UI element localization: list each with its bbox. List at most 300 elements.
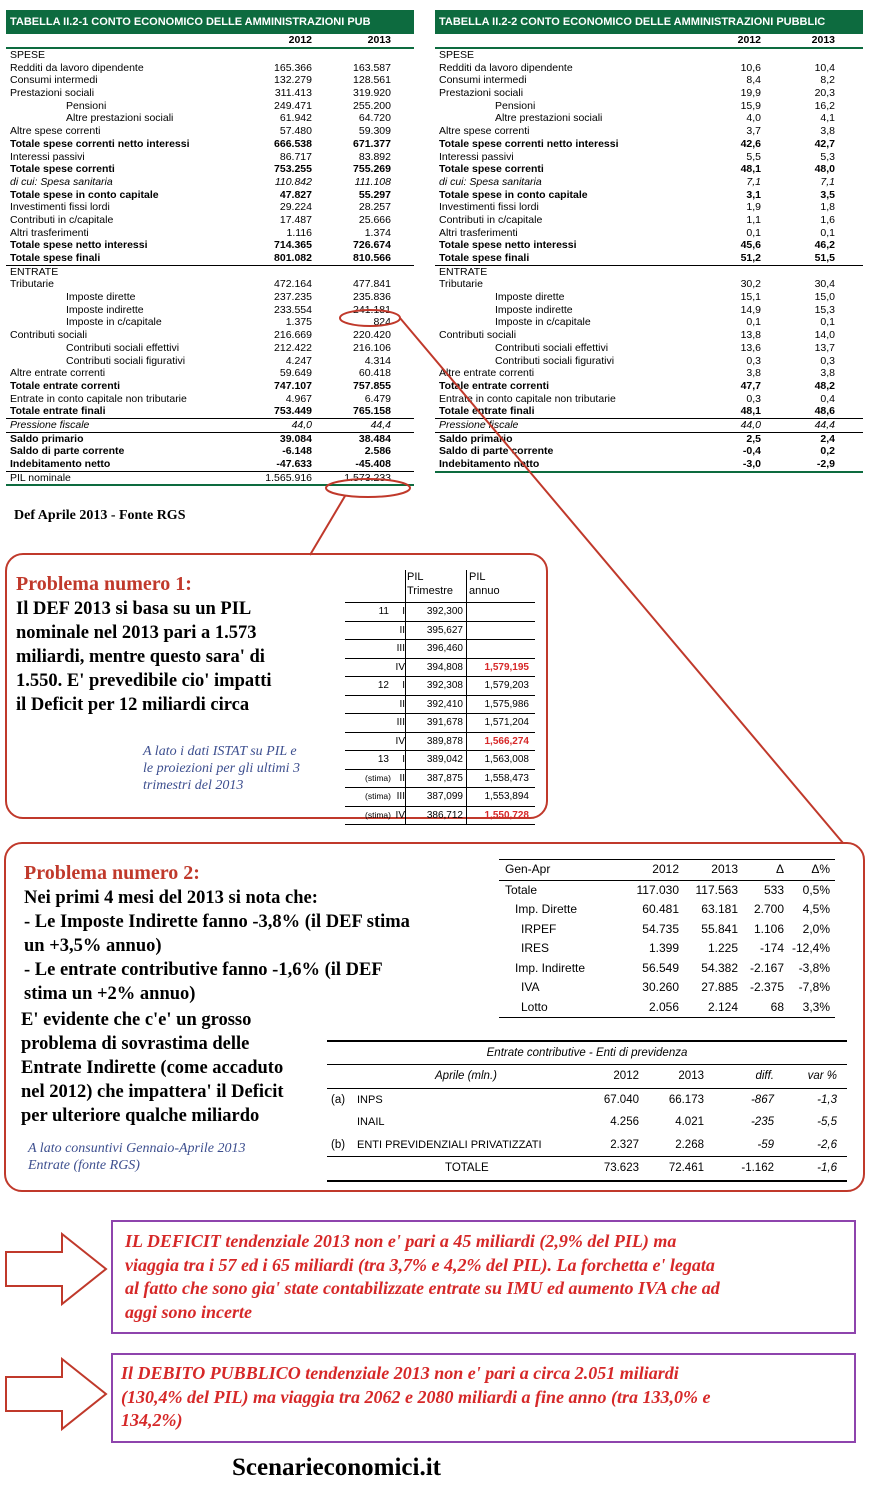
pil-quarter: IV — [395, 809, 405, 821]
pil-table-row — [345, 788, 535, 807]
pil-year-label: (stima) — [365, 772, 391, 783]
entrate-row-diff: -235 — [750, 1116, 774, 1128]
value-2013: 163.587 — [353, 61, 391, 74]
pil-table-row — [345, 751, 535, 770]
gen-apr-label: IRES — [521, 941, 550, 955]
pil-column-divider — [405, 640, 406, 658]
table2-year-2012: 2012 — [737, 34, 761, 46]
gen-apr-delta: 68 — [770, 999, 784, 1014]
value-2012: 1.565.916 — [265, 471, 312, 484]
value-2012: 801.082 — [274, 252, 312, 264]
pil-column-divider — [466, 751, 467, 769]
row-label: Investimenti fissi lordi — [439, 201, 539, 214]
pil-column-divider — [466, 603, 467, 621]
value-2013: -45.408 — [355, 458, 391, 470]
value-2013: 3,8 — [820, 125, 835, 138]
value-2012: 15,1 — [740, 291, 761, 304]
problem2-note-line: A lato consuntivi Gennaio-Aprile 2013 — [28, 1141, 246, 1156]
pil-column-divider — [466, 733, 467, 751]
gen-apr-row — [499, 998, 835, 1019]
row-label: Altre prestazioni sociali — [495, 112, 603, 125]
highlight-ellipse-pil-nominale — [326, 479, 410, 497]
gen-apr-row — [499, 881, 835, 901]
pil-column-divider — [405, 677, 406, 695]
pil-quarter: III — [396, 717, 405, 728]
problem2-text1 — [24, 886, 494, 1006]
value-2012: 44,0 — [291, 418, 312, 431]
row-label: Totale spese correnti netto interessi — [439, 137, 619, 150]
pil-column-divider — [466, 807, 467, 825]
value-2013: 10,4 — [814, 61, 835, 74]
value-2013: 765.158 — [353, 405, 391, 418]
row-label: Redditi da lavoro dipendente — [10, 61, 144, 74]
problem2-text-line: nel 2012) che impattera' il Deficit — [21, 1082, 284, 1102]
pil-year-label: 12 — [377, 680, 389, 691]
pil-annuo-value: 1,553,894 — [484, 791, 529, 802]
value-2012: 48,1 — [740, 405, 761, 418]
value-2012: 61.942 — [279, 112, 312, 125]
arrow-right-icon — [4, 1357, 109, 1432]
value-2013: 0,1 — [820, 316, 835, 329]
value-2012: 747.107 — [274, 379, 312, 392]
gen-apr-row — [499, 978, 835, 998]
pil-trimestre-value: 392,300 — [426, 606, 463, 617]
value-2012: 14,9 — [740, 303, 761, 316]
value-2012: 212.422 — [274, 341, 312, 354]
gen-apr-table — [499, 859, 835, 1018]
pil-annuo-value: 1,571,204 — [484, 717, 529, 728]
value-2013: -2,9 — [816, 458, 835, 470]
row-label: Entrate in conto capitale non tributarie — [439, 392, 616, 405]
value-2013: 810.566 — [353, 252, 391, 264]
row-label: Altre spese correnti — [439, 125, 530, 138]
value-2013: 44,4 — [814, 418, 835, 431]
value-2013: 128.561 — [353, 74, 391, 87]
pil-year-label: (stima) — [365, 791, 391, 801]
value-2012: 7,1 — [746, 175, 761, 188]
row-label: Contributi sociali effettivi — [66, 341, 180, 354]
gen-apr-delta-pct: 4,5% — [802, 902, 830, 916]
entrate-total-var: -1,6 — [817, 1162, 837, 1174]
value-2012: 3,7 — [746, 125, 761, 138]
pil-table-row — [345, 603, 535, 622]
row-label: Contributi sociali effettivi — [495, 341, 609, 354]
row-label: Contributi sociali — [439, 329, 517, 342]
entrate-row-label: INAIL — [357, 1116, 385, 1128]
gen-apr-2012: 2.056 — [648, 999, 679, 1014]
problem2-note-line: Entrate (fonte RGS) — [28, 1158, 140, 1173]
table1-year-2012: 2012 — [288, 34, 312, 46]
value-2012: 3,1 — [746, 188, 761, 201]
value-2013: 30,4 — [814, 278, 835, 291]
pil-column-divider — [405, 770, 406, 788]
pil-annuo-value: 1,563,008 — [484, 754, 529, 765]
pil-column-divider — [466, 696, 467, 714]
row-label: Investimenti fissi lordi — [10, 201, 110, 214]
debito-conclusion-line: (130,4% del PIL) ma viaggia tra 2062 e 2080 miliardi a fine anno (tra 133,0% e — [121, 1386, 711, 1407]
row-label: Interessi passivi — [10, 150, 85, 163]
row-label: Consumi intermedi — [439, 74, 527, 87]
value-2012: 1.116 — [286, 226, 312, 239]
gen-apr-2013: 54.382 — [701, 960, 738, 975]
pil-header-divider — [466, 570, 467, 602]
row-label: Saldo primario — [439, 432, 513, 445]
problem2-box — [4, 842, 865, 1192]
row-label: Contributi in c/capitale — [439, 213, 543, 226]
footer-site-name: Scenarieconomici.it — [232, 1454, 441, 1481]
value-2012: 5,5 — [746, 150, 761, 163]
gen-apr-delta-pct: -3,8% — [798, 960, 830, 975]
gen-apr-header — [499, 859, 835, 881]
value-2013: 111.108 — [354, 175, 391, 188]
pil-column-divider — [466, 659, 467, 677]
gen-apr-row — [499, 900, 835, 920]
value-2013: 1,8 — [820, 201, 835, 214]
gen-apr-label: Lotto — [521, 999, 548, 1014]
value-2012: 15,9 — [740, 99, 761, 112]
value-2013: 38.484 — [358, 432, 391, 445]
gen-apr-label: IVA — [521, 980, 540, 994]
entrate-row-2013: 4.021 — [675, 1116, 704, 1128]
pil-annuo-value: 1,566,274 — [484, 735, 529, 747]
value-2013: 6.479 — [364, 392, 391, 405]
row-label: Contributi sociali — [10, 329, 88, 342]
pil-column-divider — [405, 751, 406, 769]
gen-apr-2013: 63.181 — [701, 902, 738, 916]
gen-apr-rows — [499, 881, 835, 1019]
gen-apr-2013: 2.124 — [707, 999, 738, 1014]
value-2013: 726.674 — [353, 239, 391, 252]
entrate-rows — [327, 1089, 847, 1157]
pil-year-label: (stima) — [365, 809, 391, 820]
pil-trimestre-value: 389,878 — [426, 735, 463, 747]
pil-column-divider — [405, 603, 406, 621]
row-label: Imposte in c/capitale — [495, 316, 591, 329]
value-2013: 28.257 — [358, 201, 391, 214]
pil-header-trimestre: PIL — [407, 571, 424, 583]
gen-apr-delta-pct: -7,8% — [798, 980, 830, 994]
row-label: Tributarie — [439, 278, 483, 291]
deficit-conclusion-box — [111, 1220, 856, 1334]
row-label: SPESE — [439, 49, 475, 61]
pil-trimestre-value: 392,410 — [426, 698, 463, 710]
row-label: ENTRATE — [439, 265, 488, 278]
value-2012: 1,9 — [746, 201, 761, 214]
value-2013: 5,3 — [820, 150, 835, 163]
problem1-text-line: il Deficit per 12 miliardi circa — [16, 695, 250, 715]
gen-apr-delta-pct: -12,4% — [791, 941, 830, 955]
value-2012: 110.842 — [274, 175, 312, 188]
value-2013: 42,7 — [814, 137, 835, 150]
pil-annuo-value: 1,558,473 — [484, 772, 529, 784]
problem2-text-line: stima un +2% annuo) — [24, 984, 196, 1004]
value-2013: 1,6 — [820, 213, 835, 226]
entrate-header-diff: diff. — [755, 1070, 774, 1082]
problem1-note — [143, 743, 300, 794]
value-2012: 3,8 — [746, 367, 761, 380]
pil-trimestre-value: 387,099 — [426, 791, 463, 802]
value-2012: 57.480 — [279, 125, 312, 138]
gen-apr-row — [499, 920, 835, 940]
entrate-total-label: TOTALE — [445, 1162, 489, 1174]
pil-header-annuo-sub: annuo — [469, 585, 500, 597]
row-label: Imposte in c/capitale — [66, 316, 162, 329]
gen-apr-delta: 533 — [763, 882, 784, 897]
problem1-text-line: miliardi, mentre questo sara' di — [16, 647, 265, 667]
gen-apr-delta-pct: 2,0% — [802, 921, 830, 936]
row-label: Interessi passivi — [439, 150, 514, 163]
value-2012: 233.554 — [274, 303, 312, 316]
row-label: di cui: Spesa sanitaria — [439, 175, 542, 188]
table2-year-2013: 2013 — [811, 34, 835, 46]
gen-apr-2013: 1.225 — [707, 941, 738, 955]
value-2013: 51,5 — [814, 252, 835, 264]
problem1-note-line: A lato i dati ISTAT su PIL e — [143, 744, 297, 759]
row-label: Indebitamento netto — [10, 458, 111, 470]
pil-trimestre-value: 389,042 — [426, 754, 463, 765]
table1-title: TABELLA II.2-1 CONTO ECONOMICO DELLE AMMINISTRAZIONI PUB — [6, 10, 414, 34]
problem2-text-line: - Le Imposte Indirette fanno -3,8% (il DEF stima — [24, 912, 410, 932]
value-2013: 2,4 — [820, 432, 835, 445]
value-2013: 13,7 — [814, 341, 835, 354]
value-2013: 55.297 — [358, 188, 391, 201]
pil-column-divider — [466, 640, 467, 658]
entrate-row-tag: (a) — [331, 1093, 346, 1106]
pil-column-divider — [466, 788, 467, 806]
value-2012: 13,6 — [740, 341, 761, 354]
problem2-note — [28, 1140, 246, 1174]
value-2012: 753.255 — [274, 163, 312, 176]
value-2012: 714.365 — [274, 239, 312, 252]
gen-apr-header-2013: 2013 — [711, 862, 738, 876]
value-2013: 59.309 — [358, 125, 391, 138]
value-2012: 47.827 — [279, 188, 312, 201]
value-2012: 0,1 — [746, 316, 761, 329]
pil-quarter: I — [402, 754, 405, 765]
pil-column-divider — [466, 770, 467, 788]
value-2013: 757.855 — [353, 379, 391, 392]
entrate-row-2012: 67.040 — [603, 1093, 639, 1106]
value-2012: 13,8 — [740, 329, 761, 342]
row-label: ENTRATE — [10, 265, 59, 278]
value-2013: 1.573.233 — [344, 471, 391, 484]
value-2013: 319.920 — [353, 87, 391, 100]
value-2012: 1,1 — [746, 213, 761, 226]
debito-conclusion-text — [121, 1362, 710, 1433]
row-label: Pressione fiscale — [10, 418, 90, 431]
value-2013: 8,2 — [820, 74, 835, 87]
gen-apr-label: Imp. Dirette — [515, 902, 578, 916]
row-label: Altre prestazioni sociali — [66, 112, 174, 125]
problem1-text-line: nominale nel 2013 pari a 1.573 — [16, 623, 257, 643]
entrate-row-diff: -59 — [757, 1138, 774, 1151]
pil-quarter: IV — [395, 735, 405, 747]
row-label: Prestazioni sociali — [10, 87, 95, 100]
row-label: Imposte dirette — [66, 291, 136, 304]
row-label: Altri trasferimenti — [10, 226, 89, 239]
problem2-text-line: per ulteriore qualche miliardo — [21, 1106, 260, 1126]
pil-trimestre-value: 394,808 — [426, 661, 463, 673]
entrate-header-2013: 2013 — [678, 1070, 704, 1082]
row-label: PIL nominale — [10, 471, 71, 484]
value-2013: 4.314 — [364, 354, 391, 367]
row-label: Consumi intermedi — [10, 74, 98, 87]
pil-annuo-value: 1,575,986 — [484, 698, 529, 710]
gen-apr-2012: 54.735 — [642, 921, 679, 936]
value-2012: 39.084 — [279, 432, 312, 445]
pil-annuo-value: 1,579,203 — [484, 680, 529, 691]
gen-apr-header-delta: Δ — [775, 862, 784, 876]
pil-header-annuo: PIL — [469, 571, 486, 583]
entrate-row-var: -1,3 — [817, 1093, 837, 1106]
value-2013: 235.836 — [353, 291, 391, 304]
gen-apr-row — [499, 939, 835, 959]
row-label: Saldo primario — [10, 432, 84, 445]
gen-apr-delta: -2.167 — [749, 960, 784, 975]
pil-header-trimestre-sub: Trimestre — [407, 585, 454, 597]
problem1-text-line: Il DEF 2013 si basa su un PIL — [16, 599, 252, 619]
row-label: Pensioni — [495, 99, 536, 112]
pil-column-divider — [405, 659, 406, 677]
pil-year-label: 13 — [377, 754, 389, 765]
row-label: Altre spese correnti — [10, 125, 101, 138]
value-2013: 2.586 — [364, 445, 391, 458]
row-label: Indebitamento netto — [439, 458, 540, 470]
problem2-text-line: E' evidente che c'e' un grosso — [21, 1010, 252, 1030]
deficit-conclusion-text — [125, 1230, 720, 1324]
problem1-text — [16, 597, 316, 717]
arrow-right-icon — [4, 1232, 109, 1307]
entrate-total-row — [327, 1156, 847, 1182]
row-label: SPESE — [10, 49, 46, 61]
problem2-title: Problema numero 2: — [24, 862, 200, 884]
pil-table-row — [345, 696, 535, 715]
value-2012: -6.148 — [282, 445, 312, 458]
value-2012: 165.366 — [274, 61, 312, 74]
entrate-row-2013: 66.173 — [668, 1093, 704, 1106]
value-2012: 311.413 — [274, 87, 312, 100]
deficit-conclusion-line: al fatto che sono gia' state contabilizzate entrate su IMU ed aumento IVA che ad — [125, 1278, 720, 1298]
pil-column-divider — [405, 807, 406, 825]
entrate-row — [327, 1089, 847, 1112]
pil-header-divider — [405, 570, 406, 602]
gen-apr-delta: 1.106 — [753, 921, 784, 936]
problem1-text-line: 1.550. E' prevedibile cio' impatti — [16, 671, 272, 691]
row-label: di cui: Spesa sanitaria — [10, 175, 113, 188]
problem2-text-line: Nei primi 4 mesi del 2013 si nota che: — [24, 888, 318, 908]
row-label: Totale spese correnti netto interessi — [10, 137, 190, 150]
deficit-conclusion-line: IL DEFICIT tendenziale 2013 non e' pari a 45 miliardi (2,9% del PIL) ma — [125, 1231, 677, 1251]
gen-apr-2013: 117.563 — [695, 882, 738, 897]
pil-table-row — [345, 770, 535, 789]
value-2012: 17.487 — [279, 213, 312, 226]
pil-table-row — [345, 640, 535, 659]
value-2013: 15,0 — [814, 291, 835, 304]
gen-apr-label: IRPEF — [521, 921, 557, 936]
entrate-row-label: INPS — [357, 1093, 383, 1106]
value-2012: 666.538 — [274, 137, 312, 150]
row-label: Totale spese correnti — [10, 163, 115, 176]
gen-apr-header-delta-pct: Δ% — [811, 862, 830, 876]
pil-quarter: III — [396, 643, 405, 654]
debito-conclusion-line: Il DEBITO PUBBLICO tendenziale 2013 non e' pari a circa 2.051 miliardi — [121, 1363, 679, 1383]
value-2012: 42,6 — [740, 137, 761, 150]
value-2013: 60.418 — [358, 367, 391, 380]
pil-table-row — [345, 659, 535, 678]
gen-apr-delta-pct: 3,3% — [802, 999, 830, 1014]
value-2012: 86.717 — [279, 150, 312, 163]
pil-trimestre-value: 387,875 — [426, 772, 463, 784]
value-2012: -3,0 — [742, 458, 761, 470]
gen-apr-2013: 55.841 — [701, 921, 738, 936]
value-2012: 8,4 — [746, 74, 761, 87]
row-label: Totale spese netto interessi — [439, 239, 577, 252]
value-2012: 132.279 — [274, 74, 312, 87]
value-2012: 237.235 — [274, 291, 312, 304]
problem1-title: Problema numero 1: — [16, 573, 192, 595]
pil-column-divider — [405, 714, 406, 732]
value-2012: 51,2 — [740, 252, 761, 264]
entrate-total-diff: -1.162 — [741, 1162, 774, 1174]
pil-table-row — [345, 714, 535, 733]
entrate-row-diff: -867 — [750, 1093, 774, 1106]
deficit-conclusion-line: viaggia tra i 57 ed i 65 miliardi (tra 3,7% e 4,2% del PIL). La forchetta e' legata — [125, 1254, 715, 1275]
value-2013: 241.181 — [353, 303, 391, 316]
pil-trimestre-value: 386,712 — [426, 809, 463, 821]
value-2013: 64.720 — [358, 112, 391, 125]
value-2013: 14,0 — [814, 329, 835, 342]
entrate-row-var: -2,6 — [817, 1138, 837, 1151]
gen-apr-delta: 2.700 — [753, 902, 784, 916]
entrate-header-2012: 2012 — [613, 1070, 639, 1082]
pil-annuo-value: 1,550,728 — [484, 809, 529, 821]
entrate-row-var: -5,5 — [817, 1116, 837, 1128]
row-label: Totale entrate correnti — [10, 379, 121, 392]
gen-apr-2012: 60.481 — [642, 902, 679, 916]
pil-quarter: II — [399, 624, 405, 636]
row-label: Totale spese netto interessi — [10, 239, 148, 252]
entrate-header-var: var % — [807, 1070, 837, 1082]
value-2013: 0,1 — [820, 226, 835, 239]
value-2012: 0,3 — [746, 354, 761, 367]
value-2012: 0,3 — [746, 392, 761, 405]
connector-line-to-problem1 — [310, 496, 345, 555]
pil-quarter: I — [402, 606, 405, 617]
gen-apr-delta: -174 — [759, 941, 784, 955]
value-2012: 44,0 — [740, 418, 761, 431]
row-label: Altri trasferimenti — [439, 226, 518, 239]
entrate-row — [327, 1111, 847, 1134]
value-2013: 25.666 — [358, 213, 391, 226]
entrate-contributive-table — [327, 1040, 847, 1182]
value-2012: 0,1 — [746, 226, 761, 239]
problem1-box — [5, 553, 548, 819]
pil-annuo-value: 1,579,195 — [484, 661, 529, 673]
row-label: Totale spese finali — [10, 252, 101, 264]
pil-table-row — [345, 807, 535, 826]
value-2012: 472.164 — [274, 278, 312, 291]
pil-column-divider — [405, 733, 406, 751]
value-2012: 1.375 — [285, 316, 312, 329]
gen-apr-2013: 27.885 — [701, 980, 738, 994]
row-label: Totale entrate finali — [10, 405, 106, 418]
value-2013: 0,4 — [820, 392, 835, 405]
gen-apr-label: Imp. Indirette — [515, 960, 586, 975]
value-2012: 29.224 — [279, 201, 312, 214]
problem2-text-line: Entrate Indirette (come accaduto — [21, 1058, 284, 1078]
gen-apr-delta: -2.375 — [749, 980, 784, 994]
row-label: Imposte indirette — [495, 303, 573, 316]
